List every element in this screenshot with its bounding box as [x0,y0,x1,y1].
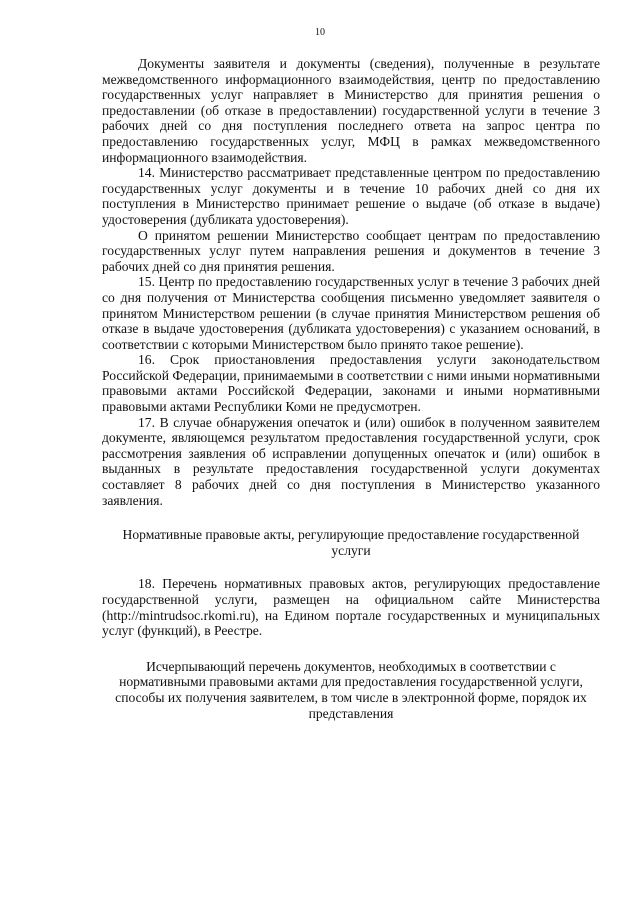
section-heading-legal-acts: Нормативные правовые акты, регулирующие предоставление государственной услуги [122,527,580,558]
paragraph-16: 16. Срок приостановления предоставления услуги законодательством Российской Федерации, принимаемыми в соответствии с ними иными нормативными правовыми актами Российской Федерации, законами и иными нормативными правовыми актами Республики Коми не предусмотрен. [102,352,600,415]
paragraph-17: 17. В случае обнаружения опечаток и (или) ошибок в полученном заявителем документе, являющемся результатом предоставления государственной услуги, срок рассмотрения заявления об исправлении допущенных опечаток и (или) ошибок в выданных в результате предоставления государственной услуги документах составляет 8 рабочих дней со дня поступления в Министерство указанного заявления. [102,414,600,508]
paragraph-18: 18. Перечень нормативных правовых актов, регулирующих предоставление государственной услуги, размещен на официальном сайте Министерства (http://mintrudsoc.rkomi.ru), на Едином портале государственных и муниципальных услуг (функций), в Реестре. [102,576,600,639]
paragraph-documents-transfer: Документы заявителя и документы (сведения), полученные в результате межведомственного информационного взаимодействия, центр по предоставлению государственных услуг направляет в Министерство для принятия решения о предоставлении (об отказе в предоставлении) государственной услуги в течение 3 рабочих дней со дня поступления последнего ответа на запрос центра по предоставлению государственных услуг, МФЦ в рамках межведомственного информационного взаимодействия. [102,56,600,165]
paragraph-14: 14. Министерство рассматривает представленные центром по предоставлению государственных услуг документы и в течение 10 рабочих дней со дня их поступления в Министерство принимает решение о выдаче (об отказе в выдаче) удостоверения (дубликата удостоверения). [102,165,600,227]
paragraph-15: 15. Центр по предоставлению государственных услуг в течение 3 рабочих дней со дня получения от Министерства сообщения письменно уведомляет заявителя о принятом Министерством решении (в случае принятия Министерством решения об отказе в выдаче удостоверения (дубликата удостоверения) с указанием оснований, в соответствии с которыми Министерством было принято такое решение). [102,274,600,352]
document-body [102,56,600,721]
paragraph-decision-notice: О принятом решении Министерство сообщает центрам по предоставлению государственных услуг путем направления решения и документов в течение 3 рабочих дней со дня принятия решения. [102,227,600,274]
page-number: 10 [315,27,325,38]
section-heading-documents-list: Исчерпывающий перечень документов, необходимых в соответствии с нормативными правовыми актами для предоставления государственной услуги, способы их получения заявителем, в том числе в электронной форме, порядок их представления [115,658,587,721]
